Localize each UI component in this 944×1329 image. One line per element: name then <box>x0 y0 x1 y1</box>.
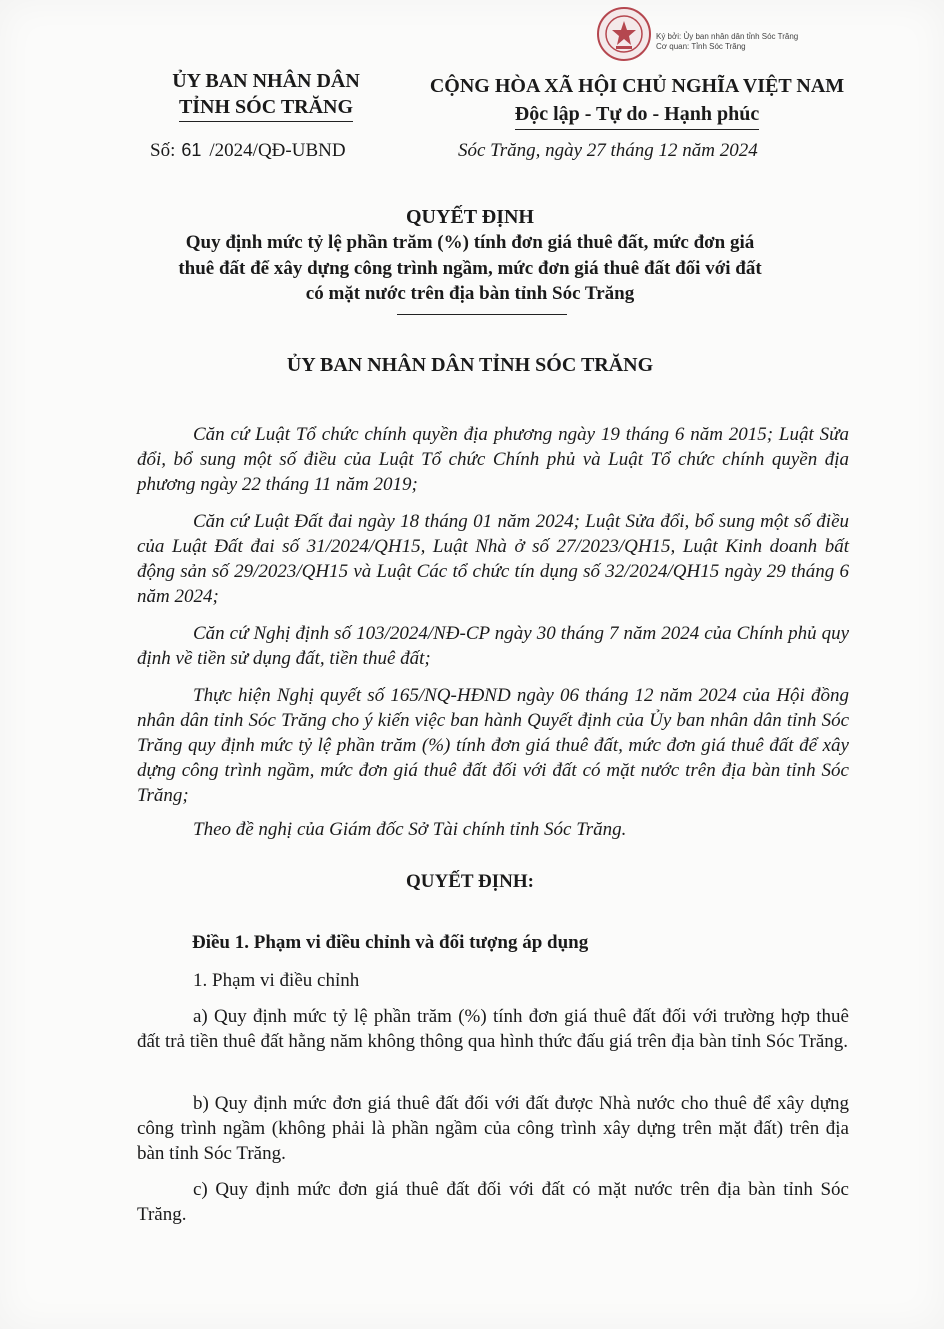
agency-line2: TỈNH SÓC TRĂNG <box>179 94 353 122</box>
nation-name: CỘNG HÒA XÃ HỘI CHỦ NGHĨA VIỆT NAM <box>429 75 845 97</box>
number-suffix: /2024/QĐ-UBND <box>209 140 346 161</box>
preamble-paragraph: Căn cứ Luật Tổ chức chính quyền địa phương ngày 19 tháng 6 năm 2015; Luật Sửa đổi, bổ sung một số điều của Luật Tổ chức Chính phủ và Luật Tổ chức chính quyền địa phương ngày 22 tháng 11 năm 2019; <box>137 424 849 495</box>
title-divider <box>397 314 567 315</box>
national-motto: Độc lập - Tự do - Hạnh phúc <box>515 100 759 130</box>
decide-heading: QUYẾT ĐỊNH: <box>406 871 534 892</box>
decision-heading: QUYẾT ĐỊNH <box>406 206 534 228</box>
signature-agency: Cơ quan: Tỉnh Sóc Trăng <box>656 42 746 51</box>
subject-line2: thuê đất để xây dựng công trình ngầm, mức đơn giá thuê đất đối với đất <box>178 257 762 279</box>
state-emblem-seal-icon <box>596 6 652 62</box>
preamble-paragraph: Căn cứ Luật Đất đai ngày 18 tháng 01 năm 2024; Luật Sửa đổi, bổ sung một số điều của Luật Đất đai số 31/2024/QH15, Luật Nhà ở số 27/2023/QH15, Luật Kinh doanh bất động sản số 29/2023/QH15 và Luật Các tổ chức tín dụng số 32/2024/QH15 ngày 29 tháng 6 năm 2024; <box>137 511 849 607</box>
number-label: Số: <box>150 140 176 161</box>
signature-signer: Ký bởi: Ủy ban nhân dân tỉnh Sóc Trăng <box>656 32 799 41</box>
preamble-paragraph: Thực hiện Nghị quyết số 165/NQ-HĐND ngày 06 tháng 12 năm 2024 của Hội đồng nhân dân tỉnh Sóc Trăng cho ý kiến việc ban hành Quyết định của Ủy ban nhân dân tỉnh Sóc Trăng quy định mức tỷ lệ phần trăm (%) tính đơn giá thuê đất, mức đơn giá thuê đất để xây dựng công trình ngầm, mức đơn giá thuê đất đối với đất có mặt nước trên địa bàn tỉnh Sóc Trăng; <box>137 685 849 806</box>
decision-title <box>120 204 820 307</box>
point-b: b) Quy định mức đơn giá thuê đất đối với đất được Nhà nước cho thuê để xây dựng công trình ngầm (không phải là phần ngầm của công trình xây dựng trên mặt đất) trên địa bàn tỉnh Sóc Trăng. <box>137 1093 849 1164</box>
national-heading <box>394 72 880 130</box>
issuing-authority: ỦY BAN NHÂN DÂN TỈNH SÓC TRĂNG <box>286 354 654 376</box>
clause-1-heading: 1. Phạm vi điều chỉnh <box>193 970 360 991</box>
digital-signature-info <box>656 32 798 52</box>
point-c: c) Quy định mức đơn giá thuê đất đối với đất có mặt nước trên địa bàn tỉnh Sóc Trăng. <box>137 1179 849 1225</box>
agency-line1: ỦY BAN NHÂN DÂN <box>172 70 360 92</box>
subject-line3: có mặt nước trên địa bàn tỉnh Sóc Trăng <box>305 283 635 304</box>
place-and-date: Sóc Trăng, ngày 27 tháng 12 năm 2024 <box>458 140 758 161</box>
subject-line1: Quy định mức tỷ lệ phần trăm (%) tính đơn giá thuê đất, mức đơn giá <box>185 232 755 253</box>
issuing-agency <box>150 68 382 122</box>
number-value: 61 <box>181 140 202 160</box>
point-a: a) Quy định mức tỷ lệ phần trăm (%) tính đơn giá thuê đất đối với trường hợp thuê đất trả tiền thuê đất hằng năm không thông qua hình thức đấu giá trên địa bàn tỉnh Sóc Trăng. <box>137 1006 849 1052</box>
preamble-paragraph: Căn cứ Nghị định số 103/2024/NĐ-CP ngày 30 tháng 7 năm 2024 của Chính phủ quy định về tiền sử dụng đất, tiền thuê đất; <box>137 623 849 669</box>
document-number <box>150 140 346 162</box>
article-1-title: Điều 1. Phạm vi điều chỉnh và đối tượng áp dụng <box>192 932 589 953</box>
preamble-paragraph: Theo đề nghị của Giám đốc Sở Tài chính tỉnh Sóc Trăng. <box>193 819 627 840</box>
